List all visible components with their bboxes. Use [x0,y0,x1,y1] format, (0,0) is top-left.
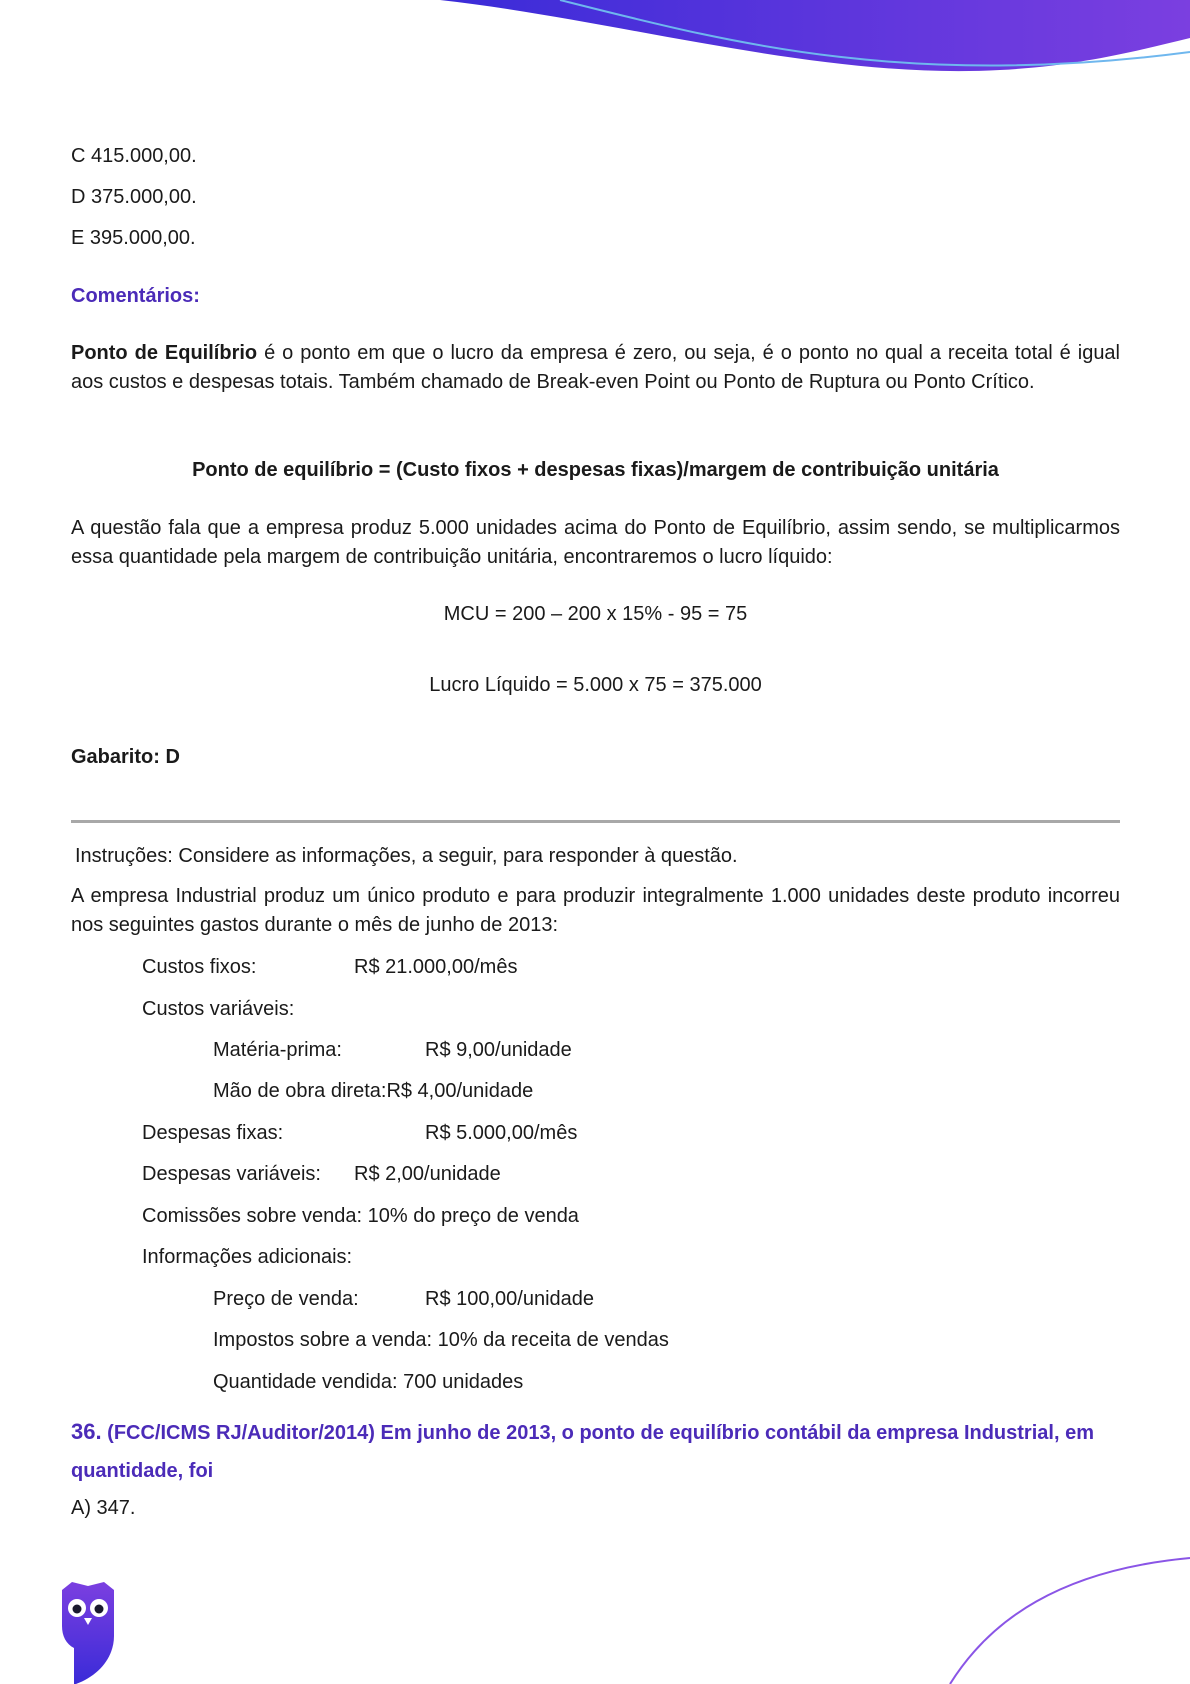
preco-value: R$ 100,00/unidade [425,1288,595,1310]
definition-term: Ponto de Equilíbrio [71,342,258,364]
question-text: (FCC/ICMS RJ/Auditor/2014) Em junho de 2013, o ponto de equilíbrio contábil da empresa Industrial, em quantidade, foi [71,1422,1094,1482]
header-wave-decoration [0,0,1190,110]
comments-heading: Comentários: [71,285,200,307]
custos-fixos-value: R$ 21.000,00/mês [354,956,518,978]
lucro-formula: Lucro Líquido = 5.000 x 75 = 375.000 [429,674,762,696]
answer-key: Gabarito: D [71,746,180,768]
materia-prima-label: Matéria-prima: [213,1039,342,1061]
explanation-paragraph: A questão fala que a empresa produz 5.000 unidades acima do Ponto de Equilíbrio, assim sendo, se multiplicarmos essa quantidade pela margem de contribuição unitária, encontraremos o lucro líquido: [71,517,1120,568]
impostos: Impostos sobre a venda: 10% da receita de vendas [213,1329,669,1351]
formula: Ponto de equilíbrio = (Custo fixos + despesas fixas)/margem de contribuição unitária [192,459,999,481]
option-a: A) 347. [71,1497,136,1519]
footer-wave-decoration [0,1540,1190,1684]
owl-logo-icon [58,1578,118,1684]
mao-de-obra: Mão de obra direta:R$ 4,00/unidade [213,1080,534,1102]
company-paragraph: A empresa Industrial produz um único produto e para produzir integralmente 1.000 unidades deste produto incorreu nos seguintes gastos durante o mês de junho de 2013: [71,885,1120,936]
section-divider [71,820,1120,823]
definition-text: é o ponto em que o lucro da empresa é zero, ou seja, é o ponto no qual a receita total é igual aos custos e despesas totais. Também chamado de Break-even Point ou Ponto de Ruptura ou Ponto Crítico. [71,342,1121,393]
info-adicionais: Informações adicionais: [142,1246,353,1268]
despesas-variaveis-value: R$ 2,00/unidade [354,1163,501,1185]
instructions: Instruções: Considere as informações, a seguir, para responder à questão. [75,845,738,867]
option-e: E 395.000,00. [71,227,196,249]
option-c: C 415.000,00. [71,145,197,167]
custos-fixos-label: Custos fixos: [142,956,257,978]
question-36 [71,1413,1120,1490]
question-number: 36. [71,1419,102,1444]
despesas-fixas-label: Despesas fixas: [142,1122,284,1144]
custos-variaveis-label: Custos variáveis: [142,998,295,1020]
despesas-variaveis-label: Despesas variáveis: [142,1163,321,1185]
definition-paragraph [71,339,1120,397]
quantidade: Quantidade vendida: 700 unidades [213,1371,524,1393]
mcu-formula: MCU = 200 – 200 x 15% - 95 = 75 [443,603,748,625]
comissoes: Comissões sobre venda: 10% do preço de venda [142,1205,579,1227]
materia-prima-value: R$ 9,00/unidade [425,1039,572,1061]
option-d: D 375.000,00. [71,186,197,208]
despesas-fixas-value: R$ 5.000,00/mês [425,1122,578,1144]
preco-label: Preço de venda: [213,1288,359,1310]
